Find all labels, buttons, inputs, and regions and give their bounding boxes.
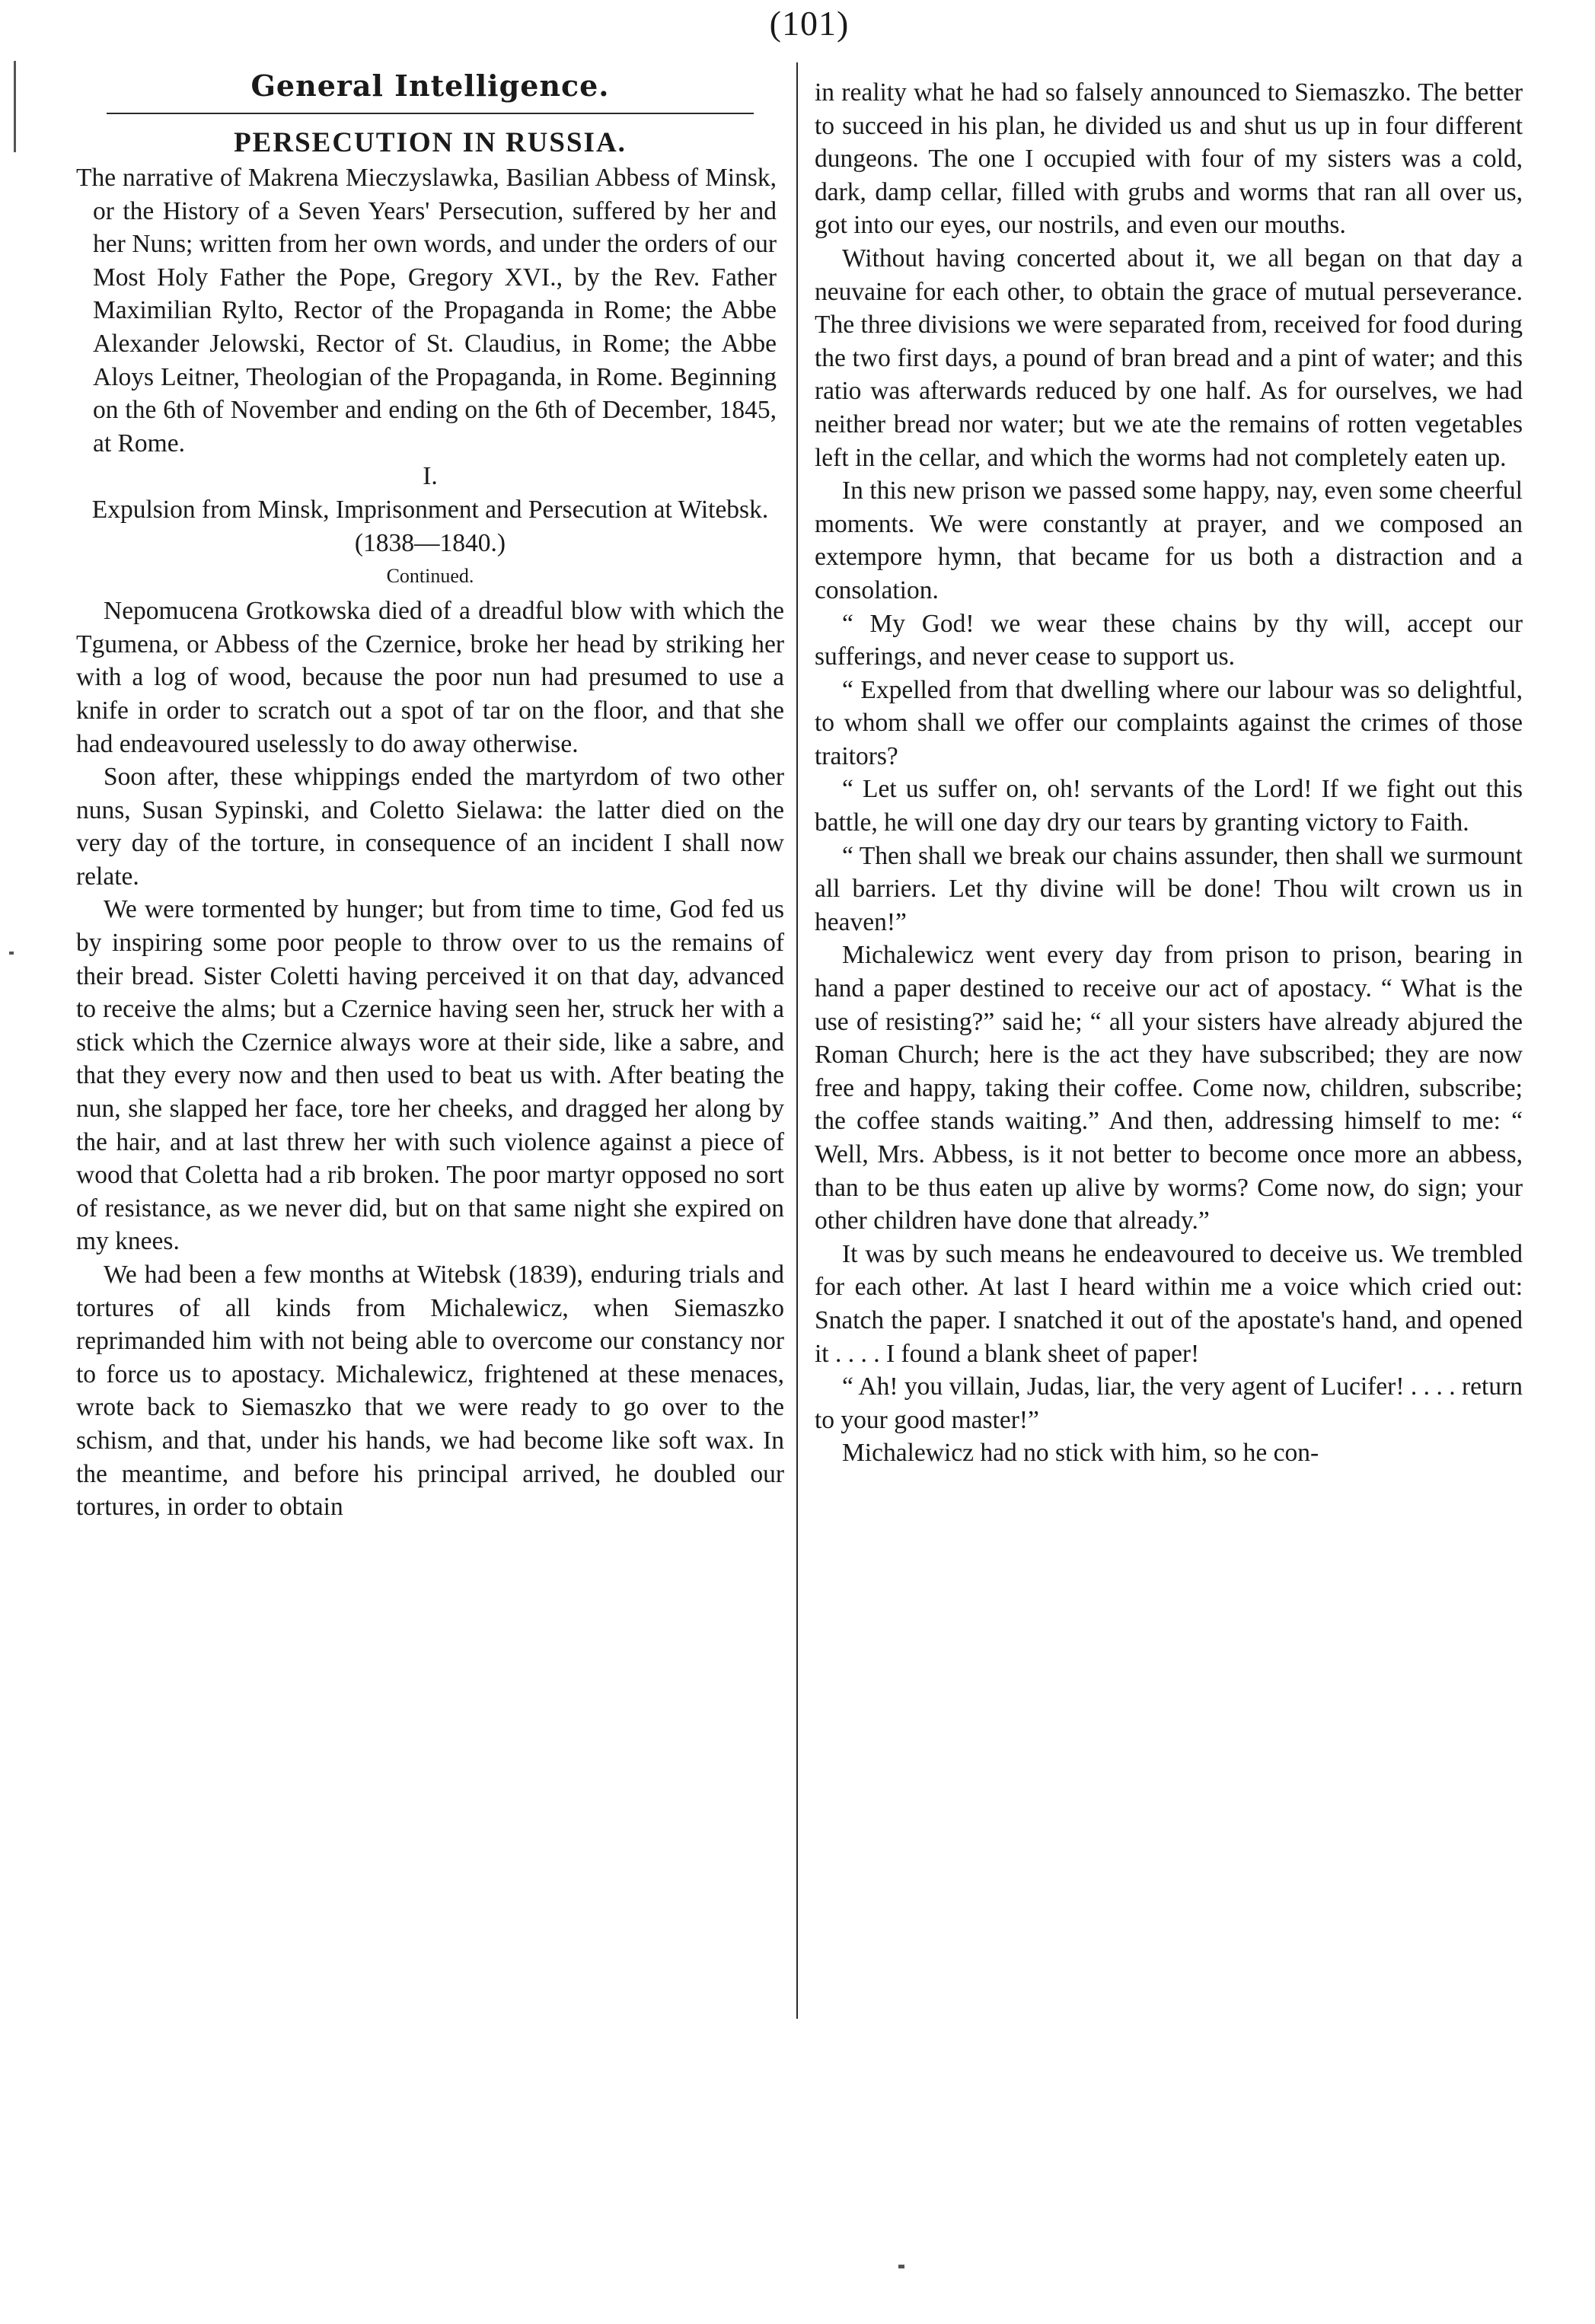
hymn-verse: “ Let us suffer on, oh! servants of the Lord! If we fight out this battle, he will one day dry our tears by granting victory to Faith. [815, 775, 1523, 837]
right-column [815, 76, 1523, 1470]
hymn-verse: “ My God! we wear these chains by thy will, accept our sufferings, and never cease to support us. [815, 609, 1523, 671]
paragraph: We had been a few months at Witebsk (1839), enduring trials and tortures of all kinds from Michalewicz, when Siemaszko reprimanded him with not being able to overcome our constancy nor to force us to apostacy. Michalewicz, frightened at these menaces, wrote back to Siemaszko that we were ready to go over to the schism, and that, under his hands, we had become like soft wax. In the meantime, and before his principal arrived, he doubled our tortures, in order to obtain [76, 1261, 784, 1522]
paragraph: Michalewicz had no stick with him, so he con- [842, 1439, 1319, 1468]
scan-speck [14, 61, 16, 152]
paragraph: In this new prison we passed some happy, nay, even some cheerful moments. We were constantly at prayer, and we composed an extempore hymn, that became for us both a distraction and a consolation. [815, 477, 1523, 604]
paragraph: Without having concerted about it, we all began on that day a neuvaine for each other, to obtain the grace of mutual perseverance. The three divisions we were separated from, received for food during the two first days, a pound of bran bread and a pint of water; and this ratio was afterwards reduced by one half. As for ourselves, we had neither bread nor water; but we ate the remains of rotten vegetables left in the cellar, and which the worms had not completely eaten up. [815, 244, 1523, 472]
continued-label: Continued. [386, 565, 474, 588]
part-number: I. [423, 462, 438, 491]
section-heading: General Intelligence. [250, 69, 610, 103]
scan-speck [9, 952, 14, 955]
paragraph: Michalewicz went every day from prison to prison, bearing in hand a paper destined to receive our act of apostacy. “ What is the use of resisting?” said he; “ all your sisters have already abjured the Roman Church; here is the act they have subscribed; they are now free and happy, taking their coffee. Come now, children, subscribe; the coffee stands waiting.” And then, addressing himself to me: “ Well, Mrs. Abbess, is it not better to become once more an abbess, than to be thus eaten up alive by worms? Come now, do sign; your other children have done that already.” [815, 941, 1523, 1235]
paragraph: in reality what he had so falsely announced to Siemaszko. The better to succeed in his plan, he divided us and shut us up in four different dungeons. The one I occupied with four of my sisters was a cold, dark, damp cellar, filled with grubs and worms that ran all over us, got into our eyes, our nostrils, and even our mouths. [815, 78, 1523, 240]
part-dates: (1838—1840.) [354, 528, 506, 557]
part-title: Expulsion from Minsk, Imprisonment and Persecution at Witebsk. [91, 495, 769, 524]
article-title: PERSECUTION IN RUSSIA. [234, 127, 627, 158]
paragraph: Soon after, these whippings ended the martyrdom of two other nuns, Susan Sypinski, and Coletto Sielawa: the latter died on the very day of the torture, in consequence of an incident I shall now relate. [76, 763, 784, 891]
paragraph: It was by such means he endeavoured to deceive us. We trembled for each other. At last I heard within me a voice which cried out: Snatch the paper. I snatched it out of the apostate's hand, and opened it . . . . I found a blank sheet of paper! [815, 1239, 1523, 1368]
paragraph: Nepomucena Grotkowska died of a dreadful blow with which the Tgumena, or Abbess of the Czernice, broke her head by striking her with a log of wood, because the poor nun had presumed to use a knife in order to scratch out a spot of tar on the floor, and that she had endeavoured uselessly to do away otherwise. [76, 597, 784, 758]
paragraph: “ Ah! you villain, Judas, liar, the very agent of Lucifer! . . . . return to your good master!” [815, 1372, 1523, 1434]
hymn-verse: “ Then shall we break our chains assunder, then shall we surmount all barriers. Let thy divine will be done! Thou wilt crown us in heaven!” [815, 841, 1523, 936]
column-divider [796, 62, 798, 2019]
hymn-verse: “ Expelled from that dwelling where our labour was so delightful, to whom shall we offer our complaints against the crimes of those traitors? [815, 675, 1523, 770]
paragraph: We were tormented by hunger; but from time to time, God fed us by inspiring some poor people to throw over to us the remains of their bread. Sister Coletti having perceived it on that day, advanced to receive the alms; but a Czernice having seen her, struck her with a stick which the Czernice always wore at their side, like a sabre, and that they every now and then used to beat us with. After beating the nun, she slapped her face, tore her cheeks, and dragged her along by the hair, and at last threw her with such violence against a piece of wood that Coletta had a rib broken. The poor martyr opposed no sort of resistance, as we never did, but on that same night she expired on my knees. [76, 895, 784, 1256]
scan-speck [898, 2265, 904, 2268]
heading-rule [107, 113, 754, 114]
left-column [76, 67, 784, 1524]
page-number: (101) [769, 4, 850, 43]
article-intro: The narrative of Makrena Mieczyslawka, Basilian Abbess of Minsk, or the History of a Seven Years' Persecution, suffered by her and her Nuns; written from her own words, and under the orders of our Most Holy Father the Pope, Gregory XVI., by the Rev. Father Maximilian Rylto, Rector of the Propaganda in Rome; the Abbe Alexander Jelowski, Rector of St. Claudius, in Rome; the Abbe Aloys Leitner, Theologian of the Propaganda, in Rome. Beginning on the 6th of November and ending on the 6th of December, 1845, at Rome. [76, 164, 777, 457]
